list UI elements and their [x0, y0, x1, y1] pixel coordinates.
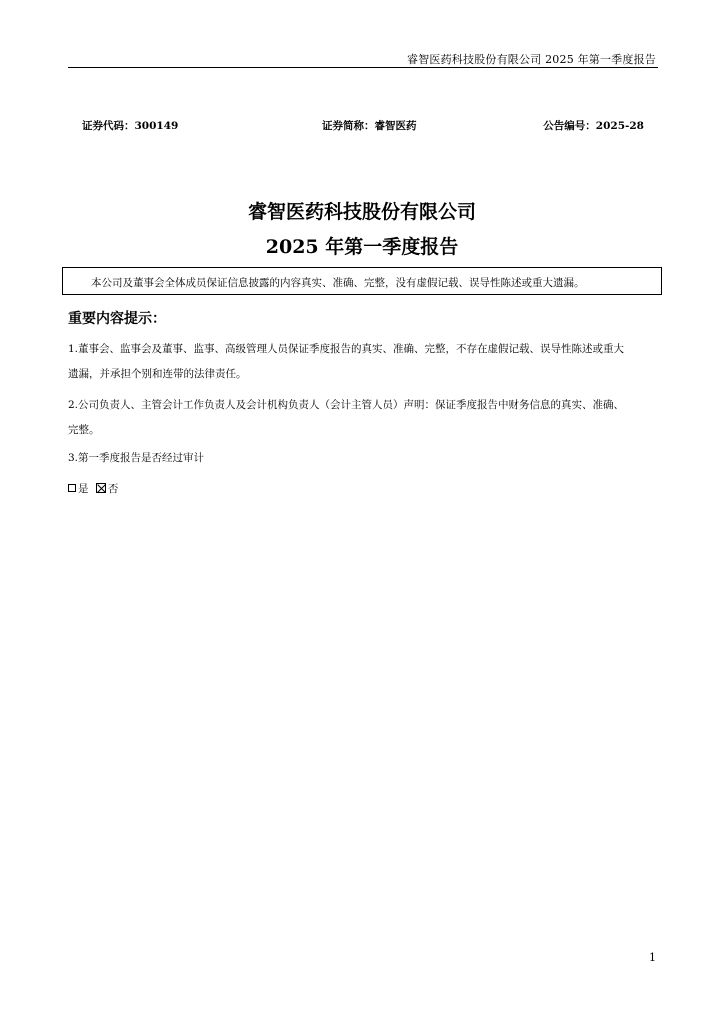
report-title: 2025 年第一季度报告 [265, 236, 459, 258]
company-title: 睿智医药科技股份有限公司 [247, 201, 476, 223]
notice-item-2 [68, 393, 660, 443]
running-header: 睿智医药科技股份有限公司 2025 年第一季度报告 [407, 53, 656, 66]
notice-item-3: 3.第一季度报告是否经过审计 [68, 452, 205, 464]
option-yes-label: 是 [78, 483, 89, 495]
notice-item-1 [68, 337, 660, 387]
notice-item-1-line-2: 遗漏，并承担个别和连带的法律责任。 [68, 368, 247, 380]
notice-item-1-line-1: 1.董事会、监事会及董事、监事、高级管理人员保证季度报告的真实、准确、完整，不存在虚假记载、误导性陈述或重大 [68, 343, 625, 355]
checked-box-icon [96, 483, 106, 493]
page-number: 1 [649, 951, 656, 964]
important-notice-heading: 重要内容提示： [68, 311, 166, 327]
security-short-name: 证券简称：睿智医药 [322, 120, 417, 132]
header-rule [68, 67, 658, 68]
audit-options [68, 477, 660, 502]
option-no-label: 否 [107, 483, 119, 495]
notice-number: 公告编号：2025-28 [543, 120, 644, 132]
notice-item-2-line-1: 2.公司负责人、主管会计工作负责人及会计机构负责人（会计主管人员）声明：保证季度报告中财务信息的真实、准确、 [68, 399, 625, 411]
statement-text: 本公司及董事会全体成员保证信息披露的内容真实、准确、完整，没有虚假记载、误导性陈述或重大遗漏。 [91, 277, 585, 289]
statement-box [62, 267, 662, 295]
notice-item-2-line-2: 完整。 [68, 424, 100, 436]
unchecked-box-icon [68, 484, 76, 492]
security-code: 证券代码：300149 [82, 120, 179, 132]
